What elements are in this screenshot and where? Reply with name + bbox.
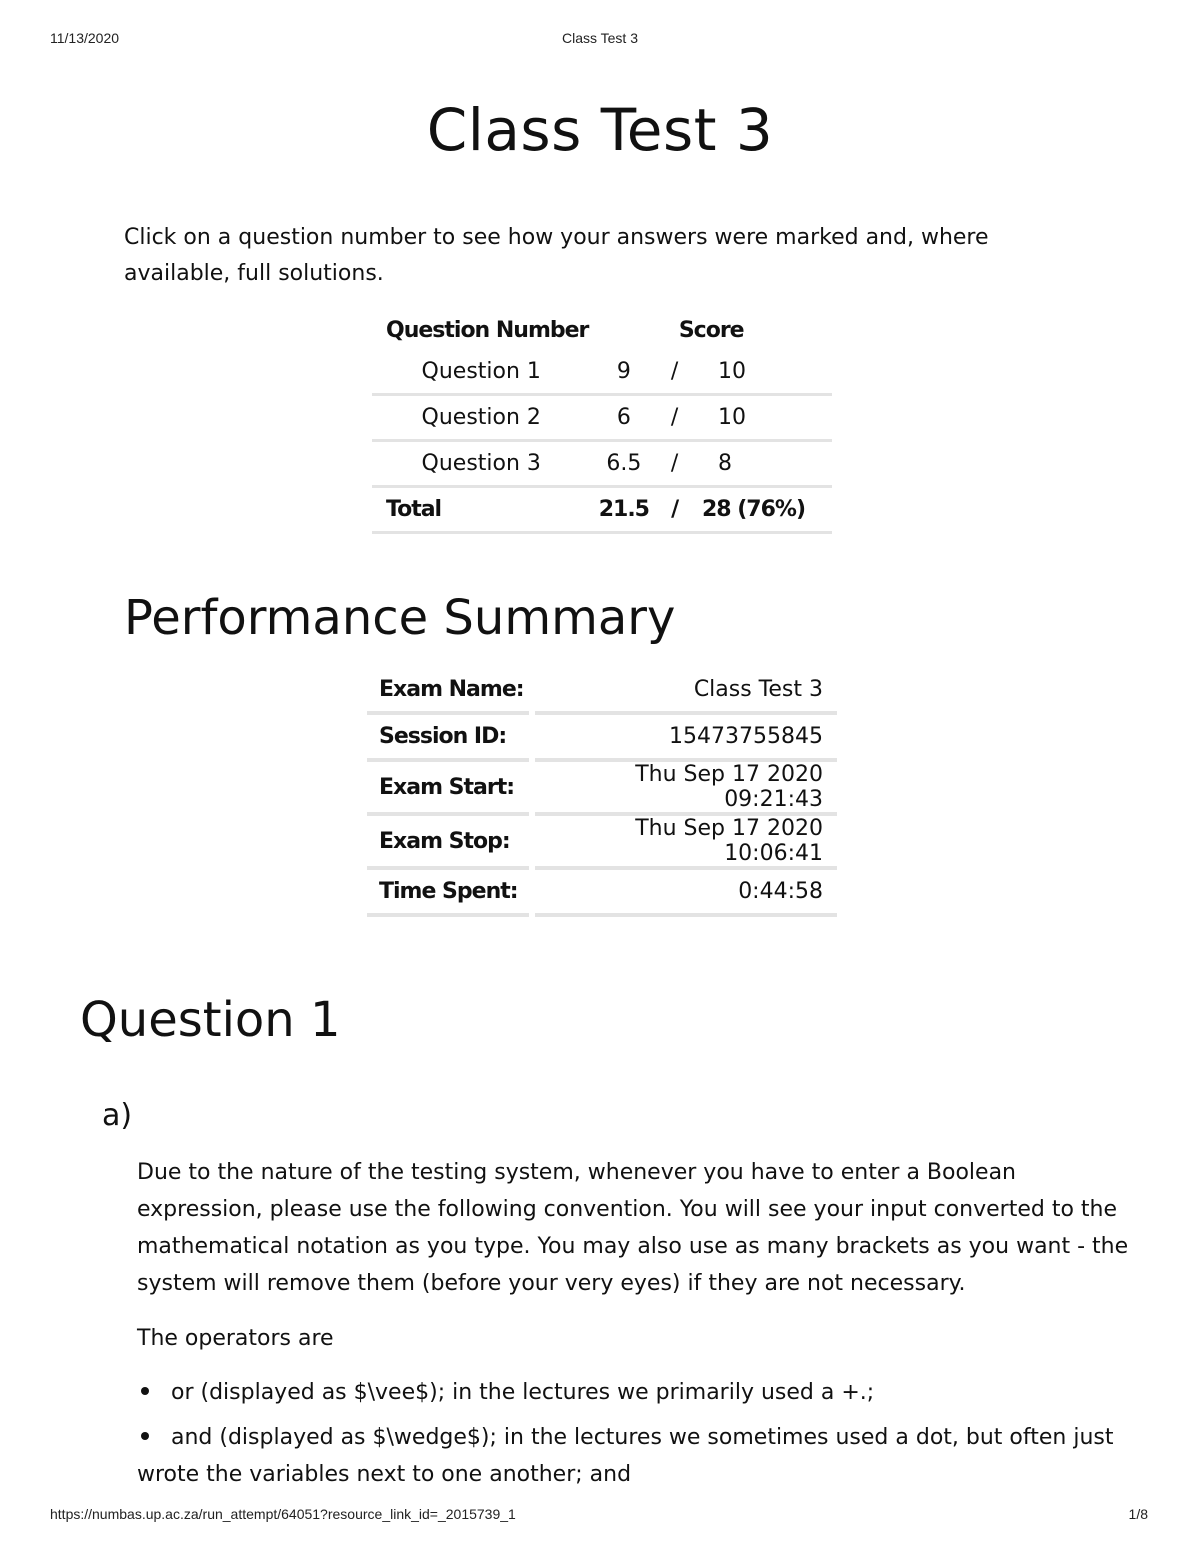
question-link[interactable]: Question 2 bbox=[372, 396, 590, 442]
operator-text: and (displayed as $\wedge$); in the lectures we sometimes used a dot, but often just wrote the variables next to one another; and bbox=[137, 1425, 1114, 1487]
score-separator: / bbox=[657, 396, 692, 442]
score-table-header bbox=[372, 310, 832, 350]
table-row bbox=[367, 762, 837, 816]
exam-name-value: Class Test 3 bbox=[535, 668, 837, 715]
exam-stop-value: Thu Sep 17 2020 10:06:41 bbox=[535, 816, 837, 870]
print-footer bbox=[0, 1506, 1200, 1526]
exam-start-label: Exam Start: bbox=[367, 762, 529, 816]
question-score: 6.5 bbox=[590, 442, 657, 488]
print-url: https://numbas.up.ac.za/run_attempt/64051?resource_link_id=_2015739_1 bbox=[50, 1506, 516, 1522]
question-max: 8 bbox=[692, 442, 832, 488]
bullet-icon bbox=[141, 1387, 149, 1395]
question-max: 10 bbox=[692, 350, 832, 396]
score-table bbox=[372, 310, 832, 534]
total-label: Total bbox=[372, 488, 590, 534]
table-row bbox=[367, 870, 837, 917]
table-row bbox=[367, 668, 837, 715]
time-spent-label: Time Spent: bbox=[367, 870, 529, 917]
operators-intro: The operators are bbox=[137, 1326, 334, 1351]
operator-text: or (displayed as $\vee$); in the lectures we primarily used a +.; bbox=[171, 1380, 875, 1405]
score-separator: / bbox=[657, 488, 692, 534]
table-row[interactable] bbox=[372, 396, 832, 442]
question-number-header: Question Number bbox=[386, 317, 589, 343]
question-score: 9 bbox=[590, 350, 657, 396]
exam-stop-label: Exam Stop: bbox=[367, 816, 529, 870]
list-item bbox=[137, 1374, 1137, 1411]
score-separator: / bbox=[657, 442, 692, 488]
score-separator: / bbox=[657, 350, 692, 396]
bullet-icon bbox=[141, 1432, 149, 1440]
question-body: Due to the nature of the testing system, whenever you have to enter a Boolean expression, please use the following convention. You will see your input converted to the mathematical notation as you type. You may also use as many brackets as you want - the system will remove them (before your very eyes) if they are not necessary. bbox=[137, 1160, 1129, 1296]
page-number: 1/8 bbox=[1128, 1506, 1148, 1522]
list-item bbox=[137, 1419, 1137, 1493]
time-spent-value: 0:44:58 bbox=[535, 870, 837, 917]
table-row[interactable] bbox=[372, 442, 832, 488]
session-id-label: Session ID: bbox=[367, 715, 529, 762]
total-score: 21.5 bbox=[590, 488, 657, 534]
exam-name-label: Exam Name: bbox=[367, 668, 529, 715]
performance-summary-heading: Performance Summary bbox=[124, 590, 676, 646]
total-row bbox=[372, 488, 832, 534]
table-row bbox=[367, 715, 837, 762]
total-max: 28 (76%) bbox=[692, 488, 832, 534]
exam-start-value: Thu Sep 17 2020 09:21:43 bbox=[535, 762, 837, 816]
score-header: Score bbox=[678, 317, 744, 343]
part-label: a) bbox=[102, 1098, 133, 1133]
question-heading: Question 1 bbox=[80, 992, 341, 1048]
print-title: Class Test 3 bbox=[562, 30, 638, 46]
print-header bbox=[0, 30, 1200, 50]
intro-text: Click on a question number to see how your answers were marked and, where available, full solutions. bbox=[124, 225, 989, 286]
operators-list bbox=[137, 1374, 1137, 1493]
session-id-value: 15473755845 bbox=[535, 715, 837, 762]
table-row bbox=[367, 816, 837, 870]
question-link[interactable]: Question 1 bbox=[372, 350, 590, 396]
page-title: Class Test 3 bbox=[426, 96, 774, 164]
print-date: 11/13/2020 bbox=[50, 30, 120, 46]
question-max: 10 bbox=[692, 396, 832, 442]
table-row[interactable] bbox=[372, 350, 832, 396]
question-score: 6 bbox=[590, 396, 657, 442]
question-link[interactable]: Question 3 bbox=[372, 442, 590, 488]
performance-table bbox=[367, 668, 837, 917]
